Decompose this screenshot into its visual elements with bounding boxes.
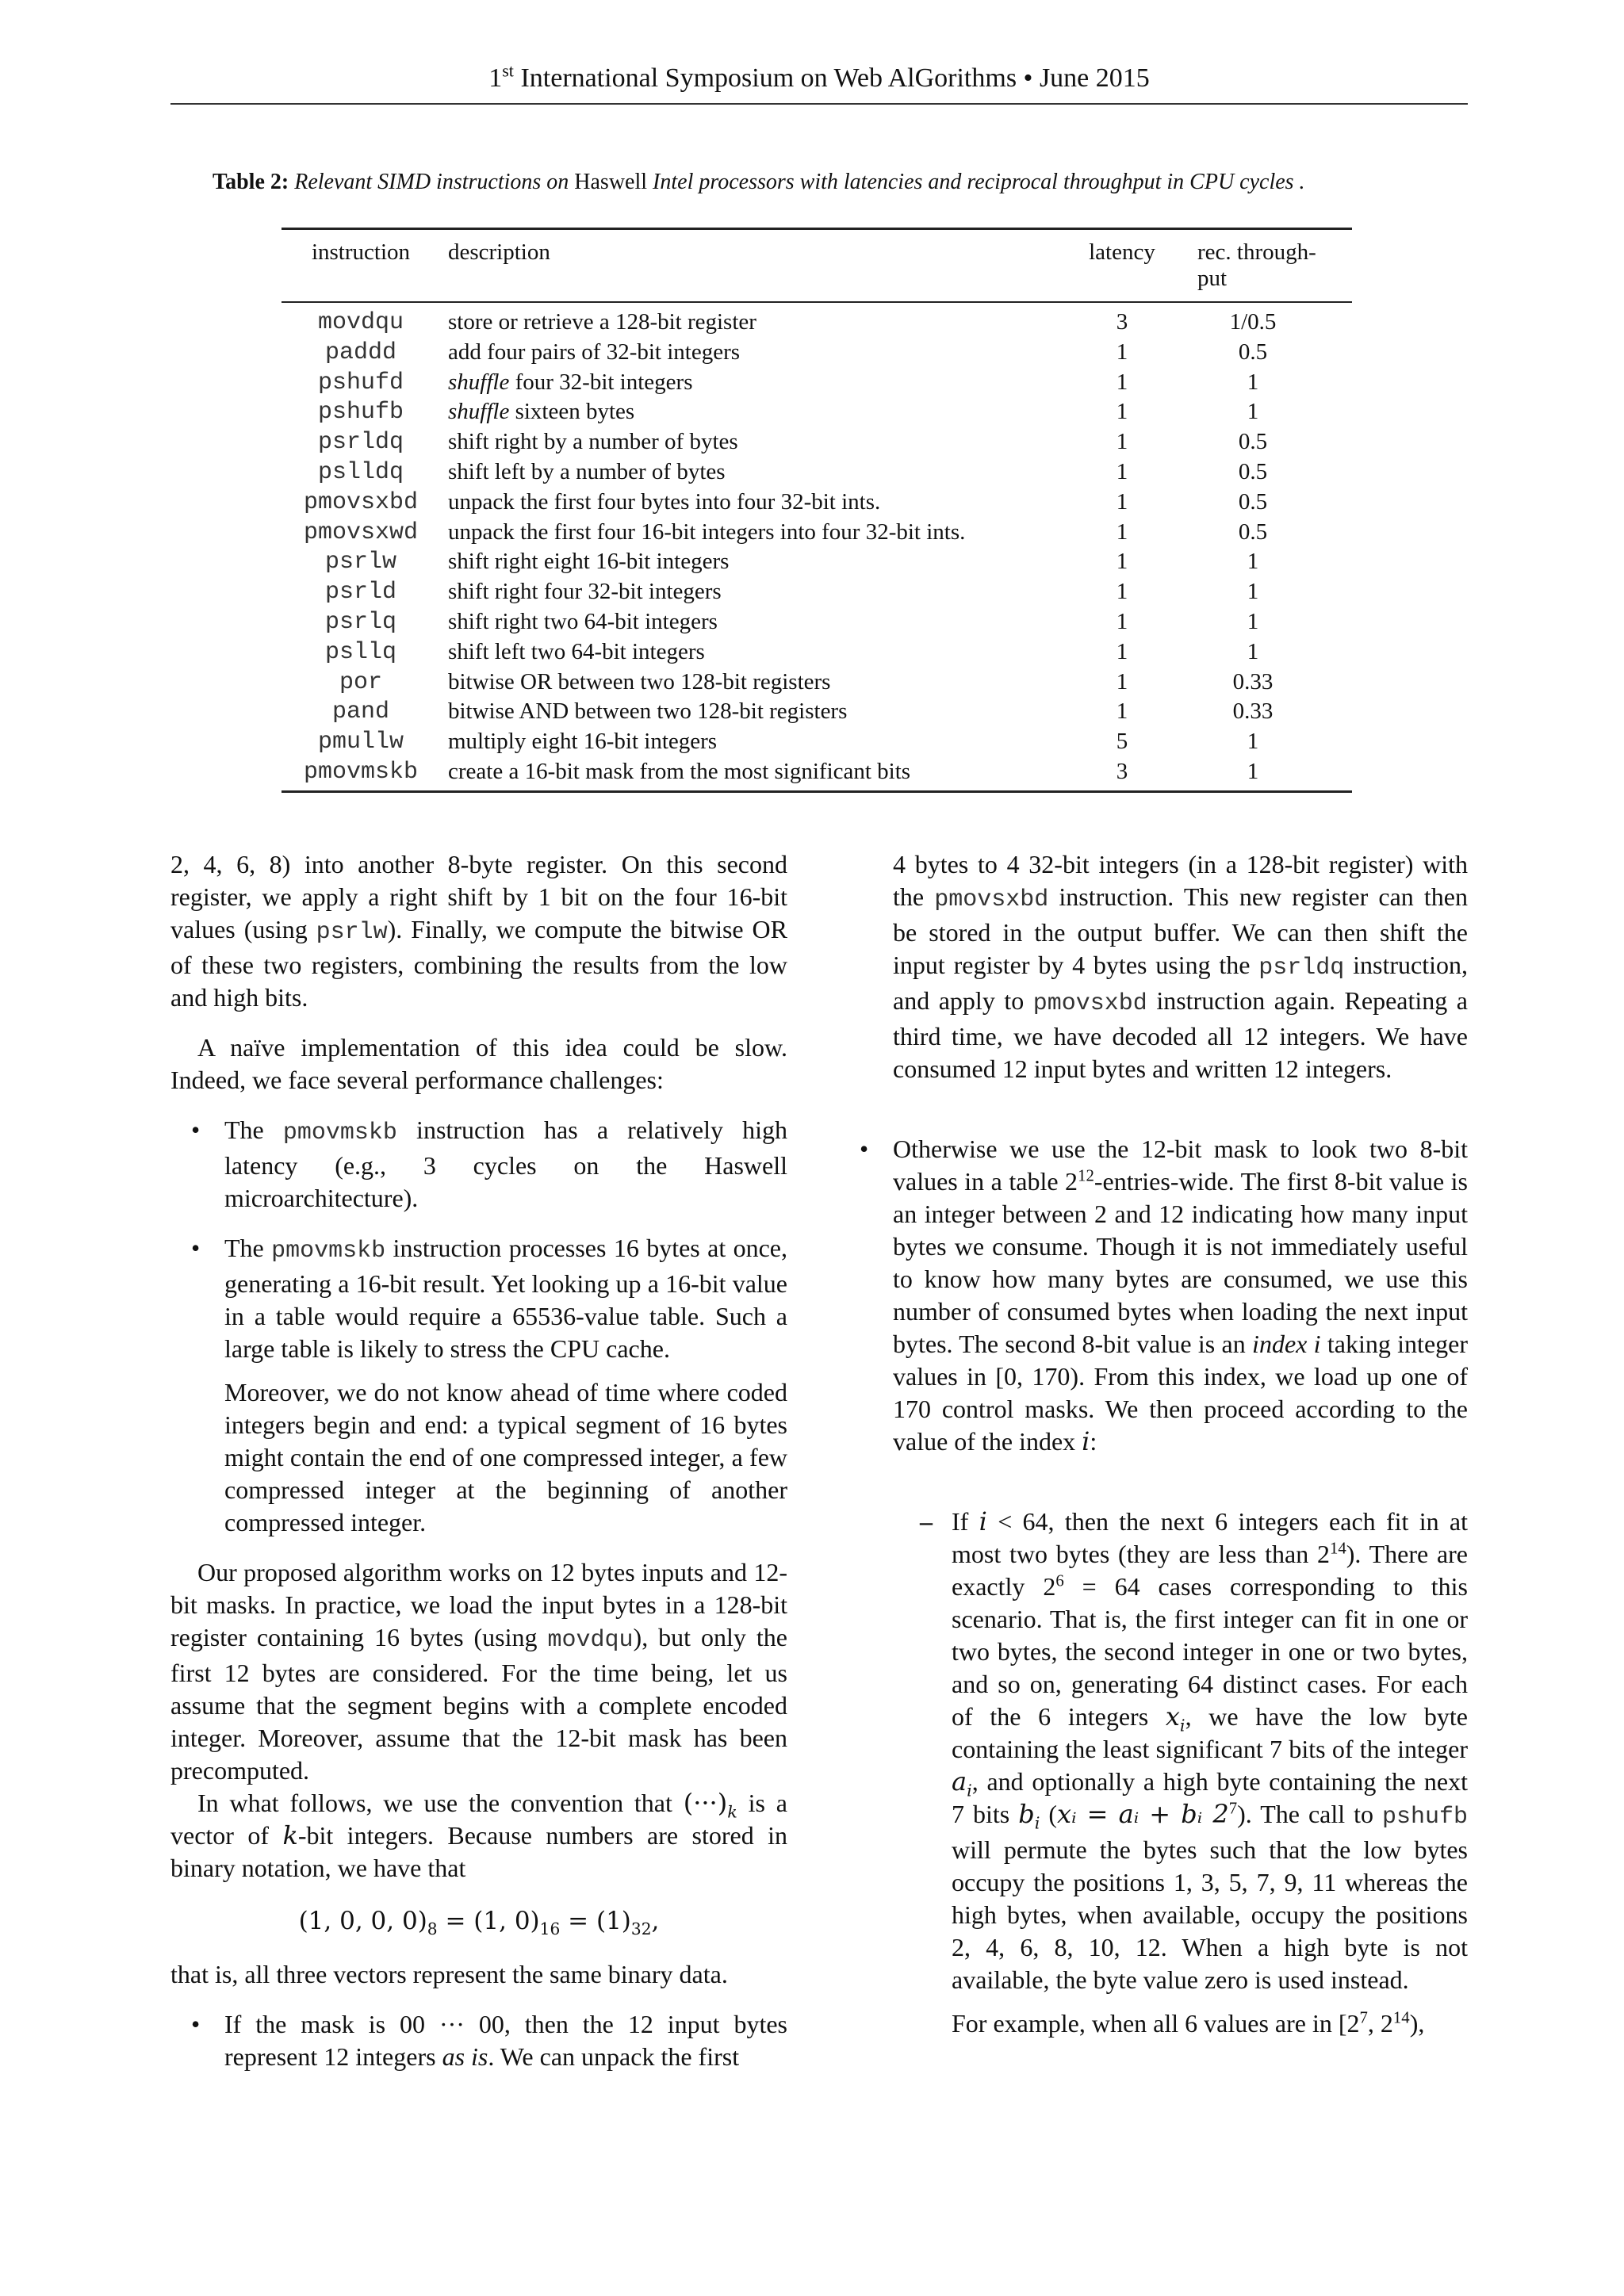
right-bullet-1 — [860, 1133, 1469, 1458]
description-cell — [448, 399, 634, 425]
description-emphasis: shuffle — [448, 399, 510, 425]
equation — [170, 1905, 787, 1938]
description-text: sixteen bytes — [509, 399, 635, 425]
code-pmovsxbd: pmovsxbd — [1032, 990, 1147, 1017]
header-instruction: instruction — [311, 239, 411, 265]
superscript: 6 — [1055, 1571, 1064, 1590]
instruction-cell: psrlq — [324, 608, 396, 636]
header-ordinal-sup: st — [502, 60, 514, 81]
math-sub: i — [1034, 1813, 1040, 1833]
text: , 2 — [1367, 2009, 1393, 2038]
left-bullet-3 — [191, 2008, 787, 2073]
table-bottom-rule — [282, 790, 1352, 793]
description-cell — [448, 609, 718, 635]
header-rec-throughput — [1197, 239, 1332, 292]
caption-text-b: Haswell — [574, 170, 648, 194]
throughput-cell: 0.33 — [1232, 668, 1274, 695]
table-row — [282, 727, 1352, 757]
text: = 64 cases corresponding to this scenario. That is, the first integer can fit in one or two bytes, the second integer in one or two bytes, and so on, generating 64 distinct cases. For each of the 6 integers — [952, 1572, 1468, 1731]
left-paragraph-4 — [170, 1787, 787, 1885]
throughput-cell: 0.33 — [1232, 698, 1274, 725]
description-text: add four pairs of 32-bit integers — [448, 339, 741, 365]
header-title: International Symposium on Web AlGorithms • June 2015 — [520, 63, 1150, 93]
description-cell — [448, 698, 847, 725]
text: ), — [1409, 2009, 1425, 2038]
text: : — [1090, 1427, 1097, 1456]
latency-cell: 1 — [1116, 399, 1128, 425]
header-rt-line2: put — [1197, 266, 1228, 291]
math-formula: xᵢ = aᵢ + bᵢ 2 — [1057, 1799, 1229, 1829]
instruction-cell: pslldq — [317, 458, 404, 486]
caption-text-a: Relevant SIMD instructions on — [294, 170, 569, 194]
text: instruction. This new register can then be stored in the output buffer. We can then shift the input register by 4 bytes using the — [893, 882, 1469, 979]
header-ordinal: 1 — [488, 63, 503, 93]
instruction-cell: psrldq — [317, 429, 404, 457]
left-column — [170, 848, 787, 2073]
instruction-cell: psllq — [324, 638, 396, 666]
throughput-cell: 1 — [1247, 549, 1259, 575]
table-row — [282, 577, 1352, 607]
left-paragraph-3 — [170, 1556, 787, 1787]
throughput-cell: 0.5 — [1238, 429, 1268, 455]
instruction-cell: por — [339, 668, 382, 696]
description-text: multiply eight 16-bit integers — [448, 729, 718, 755]
throughput-cell: 1/0.5 — [1229, 309, 1277, 335]
latency-cell: 5 — [1116, 729, 1128, 755]
description-cell — [448, 339, 740, 365]
eq-part: = (1, 0) — [437, 1907, 540, 1935]
description-cell — [448, 429, 738, 455]
left-bullet-1 — [191, 1114, 788, 1215]
text: 2, 4, 6, 8) into another 8-byte register. On this second register, we apply a right shift by 1 bit on the four 16-bit values (using — [170, 850, 787, 943]
description-text: shift right by a number of bytes — [448, 429, 738, 455]
text: 4 bytes to 4 32-bit integers (in a 128-bit register) with the — [893, 850, 1468, 911]
description-text: shift right two 64-bit integers — [448, 608, 718, 634]
table-row — [282, 697, 1352, 727]
table-row — [282, 547, 1352, 577]
right-paragraph-1 — [893, 848, 1468, 1085]
text: Otherwise we use the 12-bit mask to look two 8-bit values in a table 2 — [893, 1135, 1468, 1196]
text: ( — [1040, 1800, 1058, 1828]
instruction-cell: pmovsxwd — [303, 519, 419, 546]
throughput-cell: 1 — [1247, 729, 1259, 755]
instruction-cell: pmovmskb — [303, 758, 419, 786]
description-text: unpack the first four bytes into four 32-bit ints. — [448, 488, 881, 515]
right-dash-item-1 — [920, 1506, 1469, 2040]
left-paragraph-1 — [170, 848, 787, 1014]
math-i: i — [979, 1506, 987, 1536]
emphasis: index i — [1252, 1330, 1321, 1358]
throughput-cell: 1 — [1247, 399, 1259, 425]
throughput-cell: 0.5 — [1238, 488, 1268, 515]
caption-label: Table 2: — [213, 170, 289, 194]
running-header — [170, 60, 1468, 94]
throughput-cell: 1 — [1247, 758, 1259, 784]
latency-cell: 1 — [1116, 519, 1128, 545]
table-row — [282, 757, 1352, 787]
text: instruction, and apply to — [893, 951, 1468, 1015]
superscript: 12 — [1078, 1166, 1094, 1185]
text: Our proposed algorithm works on 12 bytes inputs and 12-bit masks. In practice, we load the input bytes in a 128-bit register containing 16 bytes (using — [170, 1558, 787, 1651]
throughput-cell: 1 — [1247, 369, 1259, 395]
emphasis: as is — [442, 2042, 488, 2071]
code-pshufb: pshufb — [1382, 1804, 1469, 1831]
latency-cell: 1 — [1116, 488, 1128, 515]
text: ), but only the first 12 bytes are considered. For the time being, let us assume that the segment begins with a complete encoded integer. Moreover, assume that the 12-bit mask has been precomputed. — [170, 1623, 788, 1785]
eq-sub: 16 — [539, 1919, 561, 1939]
text: -entries-wide. The first 8-bit value is an integer between 2 and 12 indicating how many input bytes we consume. Though it is not immediately useful to know how many bytes are consumed, we use this number of consumed bytes when loading the next input bytes. The second 8-bit value is an — [893, 1167, 1469, 1358]
math-b: b — [1018, 1799, 1035, 1829]
left-bullet-2 — [191, 1232, 788, 1539]
header-rule — [170, 103, 1468, 105]
latency-cell: 1 — [1116, 549, 1128, 575]
text: -bit integers. Because numbers are stored in binary notation, we have that — [170, 1821, 788, 1882]
description-cell — [448, 579, 722, 605]
table-row — [282, 368, 1352, 398]
description-text: four 32-bit integers — [509, 369, 693, 395]
latency-cell: 3 — [1116, 309, 1128, 335]
table-row — [282, 607, 1352, 637]
latency-cell: 1 — [1116, 339, 1128, 365]
right-dash-continuation — [952, 2007, 1468, 2040]
text: The — [224, 1115, 283, 1144]
superscript: 7 — [1228, 1799, 1238, 1818]
description-cell — [448, 459, 726, 485]
text: taking integer values in [0, 170). From this index, we load up one of 170 control masks. We then proceed according to the value of the index — [893, 1330, 1468, 1456]
eq-part: = (1) — [560, 1907, 631, 1935]
latency-cell: 1 — [1116, 668, 1128, 695]
math-vector: (···) — [683, 1788, 728, 1818]
bullet-dot: • — [191, 1234, 201, 1262]
table-header-row — [282, 230, 1352, 301]
code-pmovmskb: pmovmskb — [271, 1238, 386, 1265]
table-row — [282, 427, 1352, 457]
description-text: shift right eight 16-bit integers — [448, 549, 730, 575]
description-cell — [448, 639, 705, 665]
text: will permute the bytes such that the low bytes occupy the positions 1, 3, 5, 7, 9, 11 whereas the high bytes, when available, occupy the positions 2, 4, 6, 8, 10, 12. When a high byte is not available, the byte value zero is used instead. — [952, 1835, 1468, 1994]
description-text: shift left by a number of bytes — [448, 458, 726, 484]
latency-cell: 1 — [1116, 458, 1128, 484]
instruction-cell: psrld — [324, 579, 396, 607]
instruction-cell: paddd — [324, 339, 396, 366]
left-paragraph-2: A naïve implementation of this idea could be slow. Indeed, we face several performance challenges: — [170, 1033, 787, 1094]
bullet-dot: • — [860, 1135, 869, 1163]
text: ). There are exactly 2 — [952, 1540, 1469, 1601]
table-caption — [213, 170, 1450, 195]
bullet-dot: • — [191, 1115, 201, 1144]
instruction-cell: pshufd — [317, 369, 404, 396]
eq-part: (1, 0, 0, 0) — [298, 1907, 427, 1935]
text: , we have the low byte containing the least significant 7 bits of the integer — [952, 1702, 1469, 1763]
table-row — [282, 637, 1352, 668]
latency-cell: 1 — [1116, 608, 1128, 634]
instruction-cell: psrlw — [324, 549, 396, 576]
code-movdqu: movdqu — [547, 1627, 634, 1654]
description-text: create a 16-bit mask from the most significant bits — [448, 758, 911, 784]
table-body — [282, 303, 1352, 790]
latency-cell: 1 — [1116, 369, 1128, 395]
description-cell — [448, 519, 965, 545]
text: instruction has a relatively high latency (e.g., 3 cycles on the Haswell microarchitecture). — [224, 1115, 788, 1212]
math-a: a — [952, 1766, 967, 1797]
description-cell — [448, 489, 880, 515]
text: . We can unpack the first — [488, 2042, 740, 2071]
description-text: bitwise AND between two 128-bit registers — [448, 698, 848, 725]
throughput-cell: 0.5 — [1238, 519, 1268, 545]
table-row — [282, 518, 1352, 548]
code-psrldq: psrldq — [1258, 955, 1345, 982]
description-text: shift left two 64-bit integers — [448, 638, 705, 664]
math-sub: i — [1179, 1716, 1185, 1735]
left-bullet-2-continuation: Moreover, we do not know ahead of time where coded integers begin and end: a typical segment of 16 bytes might contain the end of one compressed integer, a few compressed integer at the beginning of another compressed integer. — [224, 1378, 787, 1536]
instruction-cell: pand — [331, 698, 389, 726]
latency-cell: 1 — [1116, 579, 1128, 605]
text: , and optionally a high byte containing the next 7 bits — [952, 1767, 1468, 1828]
math-sub: i — [967, 1781, 972, 1800]
description-text: shift right four 32-bit integers — [448, 579, 722, 605]
latency-cell: 3 — [1116, 758, 1128, 784]
text: is a vector of — [170, 1789, 788, 1850]
text: instruction processes 16 bytes at once, generating a 16-bit result. Yet looking up a 16-bit value in a table would require a 65536-value table. Such a large table is likely to stress the CPU cache. — [224, 1234, 788, 1363]
math-k: k — [282, 1820, 298, 1850]
table-row — [282, 668, 1352, 698]
bullet-dot: • — [191, 2010, 201, 2038]
throughput-cell: 0.5 — [1238, 339, 1268, 365]
code-pmovsxbd: pmovsxbd — [934, 886, 1049, 913]
description-cell — [448, 369, 692, 396]
description-emphasis: shuffle — [448, 369, 510, 395]
caption-text-c: Intel processors with latencies and reciprocal throughput in CPU cycles . — [653, 170, 1305, 194]
description-cell — [448, 759, 910, 785]
description-cell — [448, 549, 729, 575]
text: If — [952, 1507, 979, 1536]
throughput-cell: 0.5 — [1238, 458, 1268, 484]
math-i: i — [1082, 1426, 1090, 1456]
latency-cell: 1 — [1116, 429, 1128, 455]
superscript: 14 — [1392, 2008, 1410, 2027]
instruction-cell: pmovsxbd — [303, 488, 419, 516]
throughput-cell: 1 — [1247, 638, 1259, 664]
text: If the mask is 00 ··· 00, then the 12 input bytes represent 12 integers — [224, 2010, 787, 2071]
table-row — [282, 308, 1352, 338]
description-cell — [448, 309, 756, 335]
dash-marker: – — [920, 1507, 933, 1536]
description-cell — [448, 669, 830, 695]
header-description: description — [448, 239, 550, 265]
description-text: unpack the first four 16-bit integers into four 32-bit ints. — [448, 519, 966, 545]
throughput-cell: 1 — [1247, 579, 1259, 605]
instruction-cell: pmullw — [317, 729, 404, 756]
text: instruction again. Repeating a third time, we have decoded all 12 integers. We have consumed 12 input bytes and written 12 integers. — [893, 986, 1469, 1083]
instruction-cell: pshufb — [317, 399, 404, 427]
table-row — [282, 457, 1352, 488]
text: The — [224, 1234, 272, 1262]
description-text: store or retrieve a 128-bit register — [448, 309, 756, 335]
eq-part: , — [651, 1907, 660, 1935]
left-paragraph-5: that is, all three vectors represent the same binary data. — [170, 1960, 728, 1988]
throughput-cell: 1 — [1247, 608, 1259, 634]
text: In what follows, we use the convention that — [197, 1789, 684, 1817]
instruction-cell: movdqu — [317, 309, 404, 336]
eq-sub: 32 — [630, 1919, 652, 1939]
superscript: 7 — [1359, 2008, 1368, 2027]
math-x: x — [1165, 1701, 1180, 1732]
text: For example, when all 6 values are in [2 — [952, 2009, 1360, 2038]
header-latency: latency — [1089, 239, 1155, 265]
text: < 64, then the next 6 integers each fit in at most two bytes (they are less than 2 — [952, 1507, 1469, 1568]
right-column — [839, 848, 1468, 2040]
table-row — [282, 338, 1352, 368]
text: ). Finally, we compute the bitwise OR of these two registers, combining the results from the low and high bits. — [170, 915, 787, 1012]
description-cell — [448, 729, 717, 755]
code-psrlw: psrlw — [316, 919, 388, 946]
eq-sub: 8 — [427, 1919, 438, 1939]
latency-cell: 1 — [1116, 698, 1128, 725]
code-pmovmskb: pmovmskb — [282, 1119, 397, 1146]
latency-cell: 1 — [1116, 638, 1128, 664]
simd-table — [282, 228, 1352, 793]
math-sub-k: k — [727, 1802, 737, 1822]
superscript: 14 — [1329, 1539, 1346, 1558]
table-row — [282, 397, 1352, 427]
table-row — [282, 488, 1352, 518]
text: ). The call to — [1237, 1800, 1382, 1828]
header-rt-line1: rec. through- — [1197, 239, 1316, 265]
description-text: bitwise OR between two 128-bit registers — [448, 668, 831, 695]
